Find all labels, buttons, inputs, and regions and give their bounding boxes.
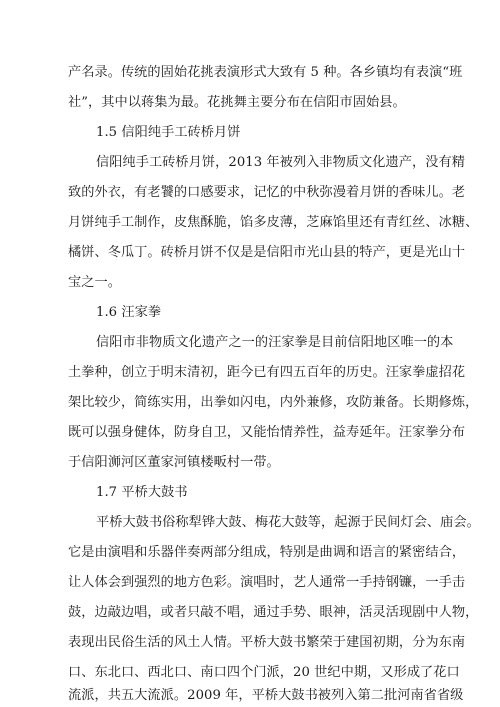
paragraph-line: 致的外衣，有老饕的口感要求，记忆的中秋弥漫着月饼的香味儿。老 [68,185,466,200]
paragraph-line: 橘饼、冬瓜丁。砖桥月饼不仅是是信阳市光山县的特产，更是光山十 [68,245,466,260]
paragraph-line: 它是由演唱和乐器伴奏两部分组成，特别是曲调和语言的紧密结合， [68,545,466,560]
paragraph-line: 鼓，边敲边唱，或者只敲不唱，通过手势、眼神，活灵活现剧中人物， [68,605,479,620]
section-heading-1-7: 1.7 平桥大鼓书 [96,485,188,500]
section-heading-1-5: 1.5 信阳纯手工砖桥月饼 [96,125,241,140]
paragraph-line: 宝之一。 [68,275,121,290]
paragraph-line: 信阳市非物质文化遗产之一的汪家拳是目前信阳地区唯一的本 [96,335,454,350]
paragraph-line: 表现出民俗生活的风土人情。平桥大鼓书繁荣于建国初期，分为东南 [68,635,466,650]
paragraph-line: 让人体会到强烈的地方色彩。演唱时，艺人通常一手持钢镰，一手击 [68,575,466,590]
paragraph-line: 月饼纯手工制作，皮焦酥脆，馅多皮薄，芝麻馅里还有青红丝、冰糖、 [68,215,479,230]
paragraph-line: 于信阳浉河区董家河镇楼畈村一带。 [68,455,280,470]
paragraph-line: 平桥大鼓书俗称犁铧大鼓、梅花大鼓等，起源于民间灯会、庙会。 [96,515,480,530]
paragraph-line: 口、东北口、西北口、南口四个门派，20 世纪中期，又形成了花口 [68,665,460,680]
paragraph-line: 流派，共五大流派。2009 年，平桥大鼓书被列入第二批河南省省级 [68,688,464,703]
paragraph-line: 信阳纯手工砖桥月饼，2013 年被列入非物质文化遗产，没有精 [96,155,465,170]
paragraph-line: 土拳种，创立于明末清初，距今已有四五百年的历史。汪家拳虚招花 [68,365,466,380]
section-heading-1-6: 1.6 汪家拳 [96,305,162,320]
paragraph-line: 既可以强身健体，防身自卫，又能怡情养性，益寿延年。汪家拳分布 [68,425,466,440]
paragraph-line: 社”，其中以蒋集为最。花挑舞主要分布在信阳市固始县。 [68,95,406,110]
paragraph-line: 架比较少，简练实用，出拳如闪电，内外兼修，攻防兼备。长期修炼， [68,395,479,410]
paragraph-line: 产名录。传统的固始花挑表演形式大致有 5 种。各乡镇均有表演“班 [68,65,463,80]
